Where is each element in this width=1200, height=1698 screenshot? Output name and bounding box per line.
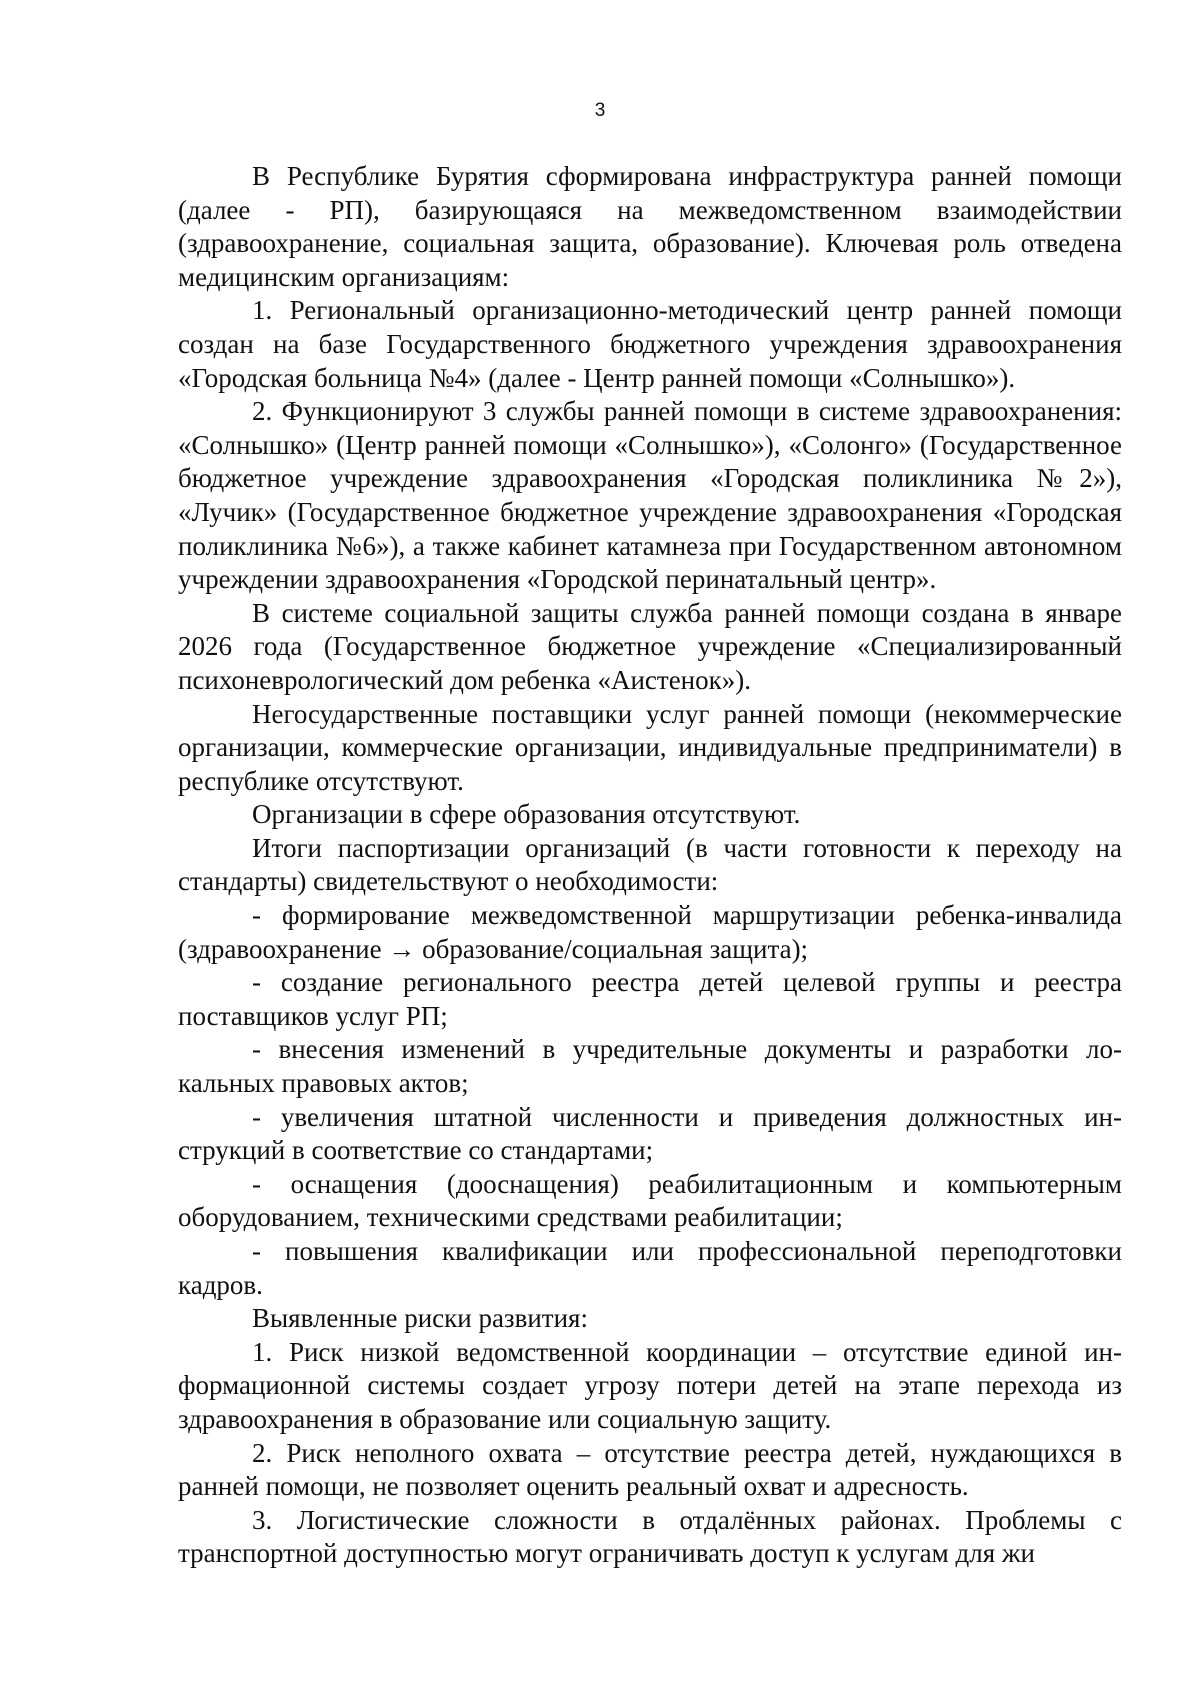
paragraph-passport-results: Итоги паспортизации организаций (в части готовности к переходу на стандарты) свидетельствуют о необходимости: xyxy=(178,832,1122,897)
paragraph-infrastructure-intro: В Республике Бурятия сформирована инфраструктура ранней помощи (далее - РП), базирующаяся на межведомственном взаимодействии (здравоохранение, социальная защита, образование). Ключевая роль отведена медицинским организациям: xyxy=(178,161,1122,292)
list-item-equipment: - оснащения (дооснащения) реабилитационным и компьютерным оборудованием, техническими средствами реабилитации; xyxy=(178,1168,1122,1233)
paragraph-non-state-providers: Негосударственные поставщики услуг ранней помощи (некоммерческие организации, коммерческие организации, индивидуальные предприниматели) в республике отсутствуют. xyxy=(178,698,1122,796)
risk-item-logistics: 3. Логистические сложности в отдалённых районах. Проблемы с транспортной доступностью могут ограничивать доступ к услугам для жи xyxy=(178,1504,1122,1569)
list-item-registry: - создание регионального реестра детей целевой группы и реестра поставщиков услуг РП; xyxy=(178,967,1122,1031)
list-item-training: - повышения квалификации или профессиональной переподготовки кадров. xyxy=(178,1236,1122,1300)
risk-item-coordination: 1. Риск низкой ведомственной координации – отсутствие единой информационной системы создает угрозу потери детей на этапе перехода из здравоохранения в образование или социальную защиту. xyxy=(178,1336,1122,1434)
page-number: 3 xyxy=(594,100,606,121)
risk-item-coverage: 2. Риск неполного охвата – отсутствие реестра детей, нуждающихся в ранней помощи, не позволяет оценить реальный охват и адресность. xyxy=(178,1437,1122,1502)
list-item-documents: - внесения изменений в учредительные документы и разработки локальных правовых актов; xyxy=(178,1034,1122,1099)
paragraph-regional-center: 1. Региональный организационно-методический центр ранней помощи создан на базе Государственного бюджетного учреждения здравоохранения «Городская больница №4» (далее - Центр ранней помощи «Солнышко»). xyxy=(178,295,1122,393)
list-item-staffing: - увеличения штатной численности и приведения должностных инструкций в соответствие со стандартами; xyxy=(178,1101,1122,1166)
document-body xyxy=(178,160,1122,1571)
paragraph-healthcare-services: 2. Функционируют 3 службы ранней помощи в системе здравоохранения: «Солнышко» (Центр ранней помощи «Солнышко»), «Солонго» (Государственное бюджетное учреждение здравоохранения «Городская поликлиника №2»), «Лучик» (Государственное бюджетное учреждение здравоохранения «Городская поликлиника №6»), а также кабинет катамнеза при Государственном автономном учреждении здравоохранения «Городской перинатальный центр». xyxy=(178,396,1122,595)
paragraph-social-protection: В системе социальной защиты служба ранней помощи создана в январе 2026 года (Государственное бюджетное учреждение «Специализированный психоневрологический дом ребенка «Аистенок»). xyxy=(178,597,1122,695)
paragraph-education: Организации в сфере образования отсутствуют. xyxy=(252,799,801,830)
paragraph-risks-heading: Выявленные риски развития: xyxy=(252,1303,588,1334)
list-item-routing: - формирование межведомственной маршрутизации ребенка-инвалида (здравоохранение → образование/социальная защита); xyxy=(178,900,1122,964)
